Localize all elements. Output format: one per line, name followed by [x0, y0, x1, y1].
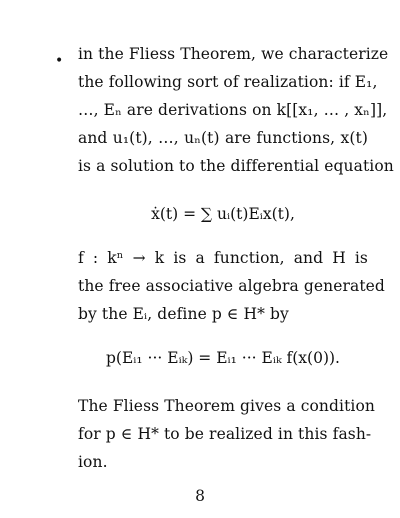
text-line: by the Eᵢ, define p ∈ H* by	[78, 305, 289, 323]
text-line: The Fliess Theorem gives a condition	[78, 397, 375, 415]
paragraph-fliess-condition	[78, 392, 375, 476]
equation-differential: ẋ(t) = ∑ uᵢ(t)Eᵢx(t),	[151, 205, 295, 223]
paragraph-realization	[78, 40, 394, 180]
text-line: is a solution to the differential equation	[78, 157, 394, 175]
page-number: 8	[195, 487, 205, 505]
equation-p-definition: p(Eᵢ₁ ··· Eᵢₖ) = Eᵢ₁ ··· Eᵢₖ f(x(0)).	[106, 349, 340, 367]
paragraph-function-definition	[78, 244, 385, 328]
text-line: …, Eₙ are derivations on k[[x₁, … , xₙ]],	[78, 101, 388, 119]
text-line: in the Fliess Theorem, we characterize	[78, 45, 389, 63]
text-line: for p ∈ H* to be realized in this fash-	[78, 425, 372, 443]
text-line: and u₁(t), …, uₙ(t) are functions, x(t)	[78, 129, 368, 147]
text-line: the free associative algebra generated	[78, 277, 385, 295]
text-line: ion.	[78, 453, 108, 471]
text-line: the following sort of realization: if E₁,	[78, 73, 378, 91]
text-line: f : kⁿ → k is a function, and H is	[78, 249, 368, 267]
bullet-marker: •	[55, 53, 64, 69]
